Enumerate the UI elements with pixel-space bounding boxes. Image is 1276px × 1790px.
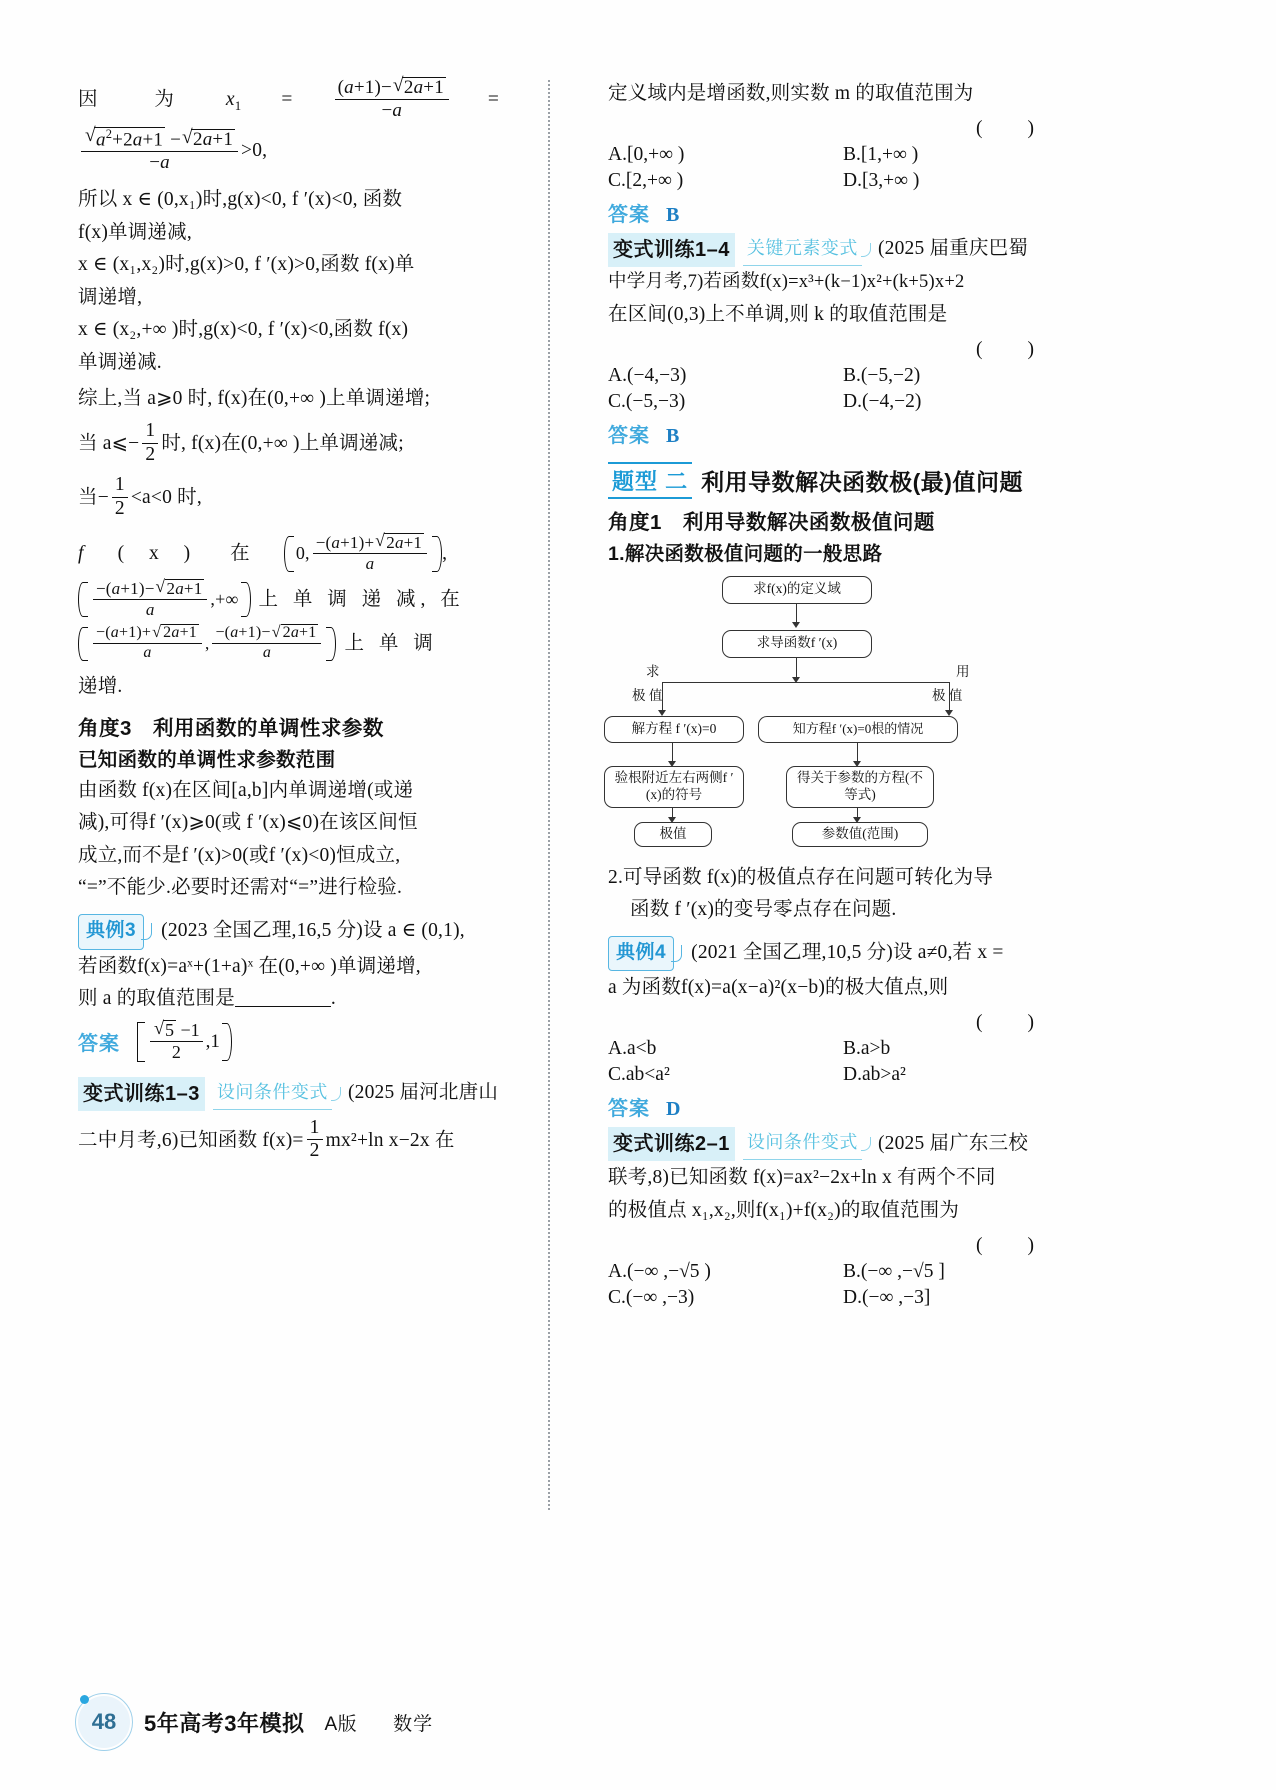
- variant-1-3-name: 变式训练1–3: [78, 1077, 205, 1111]
- answer-blank[interactable]: [235, 1006, 331, 1007]
- p7-zai: 在: [230, 543, 250, 565]
- fraction-2-tail: >0,: [241, 140, 268, 162]
- variant-1-3-badge[interactable]: [78, 1077, 341, 1111]
- example-4-header: [608, 936, 1078, 972]
- section-header-tixing-2: [608, 462, 1078, 499]
- p6-frac-den: 2: [114, 497, 125, 519]
- answer-3-interval: [136, 1021, 232, 1063]
- options-row-1: [608, 144, 1078, 166]
- example-4-badge[interactable]: [608, 936, 682, 972]
- flow-arrow-1-line: [796, 604, 797, 624]
- equals-sign: =: [281, 89, 293, 111]
- x1-var: x: [225, 88, 235, 110]
- choice-paren-1: ( ): [976, 117, 1036, 139]
- variant-1-4-hook-icon: [861, 243, 871, 257]
- option-d-4[interactable]: D.(−∞ ,−3]: [843, 1286, 931, 1308]
- options-row-4: [608, 391, 1078, 413]
- interval-2-after: 上 单 调 递 减, 在: [258, 588, 465, 610]
- variant-1-3-suffix: mx²+ln x−2x 在: [325, 1130, 455, 1152]
- derivation-p3: x ∈ (x₂,+∞ )时,g(x)<0, f ′(x)<0,函数 f(x): [78, 319, 409, 341]
- derivation-p2b: 调递增,: [78, 286, 143, 308]
- derivation-interval-2: [78, 580, 548, 620]
- derivation-p6: [78, 476, 548, 520]
- subheading-general-approach: 1.解决函数极值问题的一般思路: [608, 542, 883, 565]
- flow-branch-left-head: [658, 710, 666, 716]
- example-3-source: (2023 全国乙理,16,5 分)设 a ∈ (0,1),: [161, 920, 465, 942]
- page-number: 48: [91, 1709, 117, 1734]
- variant-2-1-header: [608, 1127, 1078, 1161]
- example-3-label: 典例3: [78, 914, 144, 950]
- variant-1-4-badge[interactable]: [608, 233, 871, 267]
- note-q1: 由函数 f(x)在区间[a,b]内单调递增(或递: [78, 779, 414, 801]
- derivation-line-2: [78, 128, 548, 174]
- interval-1-body: 0, $\frac{-(a+1)+ √ 2a+1}{a}$: [293, 534, 433, 574]
- flow-node-known-roots: 知方程f ′(x)=0根的情况: [758, 716, 958, 743]
- interval-2: [78, 580, 251, 620]
- answer-block-2: [608, 419, 1078, 448]
- p6-suffix: <a<0 时,: [130, 487, 202, 509]
- flow-node-domain: 求f(x)的定义域: [722, 576, 872, 604]
- option-c-3[interactable]: C.ab<a²: [608, 1064, 670, 1086]
- derivation-p8: 递增.: [78, 675, 123, 697]
- fraction-2: [81, 127, 238, 173]
- option-c-2[interactable]: C.(−5,−3): [608, 390, 686, 412]
- example-3-header: [78, 914, 548, 950]
- interval-1: [284, 534, 442, 574]
- fraction-1-denominator: −a: [381, 99, 403, 121]
- derivation-p7: [78, 534, 548, 574]
- option-b-4[interactable]: B.(−∞ ,−√5 ]: [843, 1260, 945, 1282]
- interval-1-paren-right: [433, 534, 442, 574]
- answer-3-body: √ $\frac{5 -1}{2}$ ,1: [144, 1021, 223, 1063]
- option-a-1[interactable]: A.[0,+∞ ): [608, 143, 685, 165]
- p5-fraction: [142, 421, 158, 465]
- flow-label-left-top: 求: [646, 663, 660, 679]
- tixing-title: 利用导数解决函数极(最)值问题: [701, 468, 1023, 495]
- fraction-1: [335, 77, 449, 121]
- flow-node-derivative: 求导函数f ′(x): [722, 630, 872, 658]
- choice-paren-3: ( ): [976, 1012, 1036, 1034]
- variant-2-1-badge[interactable]: [608, 1127, 871, 1161]
- option-b-2[interactable]: B.(−5,−2): [843, 364, 921, 386]
- flow-arrow-1-head: [792, 622, 800, 628]
- choice-paren-2: ( ): [976, 338, 1036, 360]
- variant-1-4-type: 关键元素变式: [743, 234, 862, 266]
- option-a-2[interactable]: A.(−4,−3): [608, 364, 687, 386]
- flow-arrow-4-line: [857, 743, 858, 763]
- variant-1-3-frac-den: 2: [309, 1140, 320, 1162]
- derivation-line-1: [78, 78, 548, 122]
- interval-2-body: $\frac{-(a+1)- √ 2a+1}{a}$ ,+∞: [87, 580, 242, 620]
- equals-sign-2: =: [487, 89, 500, 111]
- subheading-param-range: 已知函数的单调性求参数范围: [78, 748, 336, 771]
- derivation-p3b: 单调递减.: [78, 351, 162, 373]
- p7-x: ( x ): [117, 543, 201, 565]
- page-footer: [78, 1696, 433, 1748]
- options-row-6: [608, 1064, 1078, 1086]
- option-c-4[interactable]: C.(−∞ ,−3): [608, 1286, 695, 1308]
- derivation-p4: 综上,当 a⩾0 时, f(x)在(0,+∞ )上单调递增;: [78, 387, 431, 409]
- flow-branch-right-head: [945, 710, 953, 716]
- note-2b: 函数 f ′(x)的变号零点存在问题.: [630, 899, 897, 921]
- option-d-3[interactable]: D.ab>a²: [843, 1064, 906, 1086]
- derivation-p2: x ∈ (x₁,x₂)时,g(x)>0, f ′(x)>0,函数 f(x)单: [78, 254, 415, 276]
- variant-1-3-hook-icon: [331, 1087, 341, 1101]
- answer-block-1: [608, 198, 1078, 227]
- options-row-2: [608, 170, 1078, 192]
- answer-label-3: 答案: [78, 1033, 120, 1056]
- options-row-5: [608, 1038, 1078, 1060]
- extremum-flowchart: [614, 576, 1014, 841]
- example-4-hook-icon: [671, 945, 682, 962]
- variant-2-1-hook-icon: [861, 1137, 871, 1151]
- variant-1-4-line-2: 中学月考,7)若函数f(x)=x³+(k−1)x²+(k+5)x+2: [608, 271, 965, 292]
- example-3-line-3-text: 则 a 的取值范围是: [78, 988, 235, 1010]
- option-a-4[interactable]: A.(−∞ ,−√5 ): [608, 1260, 711, 1282]
- answer-label-4: 答案: [608, 1098, 650, 1121]
- flow-label-right-bottom: 极 值: [932, 687, 963, 703]
- options-row-7: [608, 1261, 1078, 1283]
- variant-1-4-header: [608, 233, 1078, 267]
- interval-3-paren-right: [327, 625, 336, 663]
- derivation-p1b: f(x)单调递减,: [78, 221, 192, 243]
- flow-branch-bar: [662, 682, 950, 683]
- variant-1-4-line-3: 在区间(0,3)上不单调,则 k 的取值范围是: [608, 303, 948, 325]
- variant-2-1-line-2: 联考,8)已知函数 f(x)=ax²−2x+ln x 有两个不同: [608, 1167, 996, 1189]
- answer-value-1: B: [666, 203, 680, 226]
- variant-1-4-name: 变式训练1–4: [608, 233, 735, 267]
- interval-3-paren-left: [78, 625, 87, 663]
- example-4-label: 典例4: [608, 936, 674, 972]
- example-4-line-2: a 为函数f(x)=a(x−a)²(x−b)的极大值点,则: [608, 977, 949, 999]
- p5-frac-den: 2: [145, 443, 156, 465]
- flow-node-extremum: 极值: [634, 822, 712, 847]
- continued-question-line: 定义域内是增函数,则实数 m 的取值范围为: [608, 83, 974, 104]
- derivation-interval-3: [78, 625, 548, 663]
- answer-label-2: 答案: [608, 424, 650, 447]
- variant-1-4-source: (2025 届重庆巴蜀: [877, 238, 1029, 260]
- flow-node-solve-eq: 解方程 f ′(x)=0: [604, 716, 744, 743]
- answer-block-3: [608, 1092, 1078, 1121]
- heading-jiaodu-1: 角度1 利用导数解决函数极值问题: [608, 510, 935, 534]
- p6-frac-num: 1: [112, 475, 128, 497]
- variant-2-1-line-3: 的极值点 x₁,x₂,则f(x₁)+f(x₂)的取值范围为: [608, 1199, 960, 1221]
- p7-f: f: [78, 543, 84, 565]
- page-badge-dot-icon: [80, 1695, 89, 1704]
- because-label: 因 为: [78, 89, 200, 111]
- example-3-period: .: [330, 988, 336, 1010]
- variant-1-3-frac-num: 1: [307, 1118, 323, 1140]
- fraction-2-numerator: √ $a^2+2a+1$ − √ 2a+1: [81, 127, 238, 152]
- interval-3-body: $\frac{-(a+1)+ √ 2a+1}{a}$ , $\frac{-(a+1)- √ 2a+1}{a}$: [87, 625, 327, 663]
- answer-value-4: D: [666, 1098, 681, 1121]
- footer-edition: A版: [324, 1713, 358, 1735]
- answer-label-1: 答案: [608, 203, 650, 226]
- left-column: [78, 78, 568, 1598]
- variant-1-3-source: (2025 届河北唐山: [347, 1082, 499, 1104]
- answer-value-2: B: [666, 424, 680, 447]
- note-2a: 2.可导函数 f(x)的极值点存在问题可转化为导: [608, 866, 994, 888]
- x1-subscript: 1: [234, 98, 242, 113]
- option-b-1[interactable]: B.[1,+∞ ): [843, 143, 919, 165]
- p6-fraction: [112, 475, 128, 519]
- option-a-3[interactable]: A.a<b: [608, 1038, 657, 1060]
- variant-1-3-header: [78, 1077, 548, 1111]
- flow-node-param-value: 参数值(范围): [792, 822, 928, 847]
- interval-1-paren-left: [284, 534, 293, 574]
- interval-2-paren-left: [78, 580, 87, 620]
- variant-2-1-name: 变式训练2–1: [608, 1127, 735, 1161]
- answer-3-bracket-left: [136, 1021, 144, 1063]
- variant-1-3-fraction: [307, 1118, 323, 1162]
- example-3-answer: [78, 1021, 548, 1063]
- variant-2-1-type: 设问条件变式: [743, 1128, 862, 1160]
- variant-1-3-line-2: [78, 1116, 548, 1163]
- fraction-1-numerator: (a+1)− √ 2a+1: [335, 77, 449, 100]
- answer-3-paren-right: [223, 1021, 232, 1063]
- right-column: [568, 78, 1078, 1598]
- variant-1-3-prefix: 二中月考,6)已知函数 f(x)=: [78, 1130, 304, 1152]
- options-row-3: [608, 365, 1078, 387]
- variant-1-3-type: 设问条件变式: [213, 1078, 332, 1110]
- answer-3-den: 2: [171, 1041, 181, 1062]
- tixing-tag: 题型 二: [608, 462, 692, 499]
- flow-node-check-sign: 验根附近左右两侧f ′(x)的符号: [604, 766, 744, 808]
- options-row-8: [608, 1287, 1078, 1309]
- example-3-hook-icon: [141, 923, 152, 940]
- option-d-1[interactable]: D.[3,+∞ ): [843, 169, 920, 191]
- option-b-3[interactable]: B.a>b: [843, 1038, 891, 1060]
- example-3-line-2: 若函数f(x)=aˣ+(1+a)ˣ 在(0,+∞ )单调递增,: [78, 955, 421, 977]
- derivation-p1: 所以 x ∈ (0,x₁)时,g(x)<0, f ′(x)<0, 函数: [78, 189, 403, 211]
- interval-2-paren-right: [242, 580, 251, 620]
- p5-suffix: 时, f(x)在(0,+∞ )上单调递减;: [161, 433, 404, 455]
- example-3-line-3: [78, 983, 548, 1015]
- note-q2: 减),可得f ′(x)⩾0(或 f ′(x)⩽0)在该区间恒: [78, 812, 418, 834]
- option-d-2[interactable]: D.(−4,−2): [843, 390, 922, 412]
- flow-arrow-3-line: [672, 743, 673, 763]
- flow-node-param-eq: 得关于参数的方程(不等式): [786, 766, 934, 808]
- interval-1-comma: ,: [442, 543, 448, 565]
- p5-frac-num: 1: [142, 421, 158, 443]
- interval-3-after: 上 单 调: [344, 633, 438, 655]
- two-column-body: [78, 78, 1198, 1598]
- fraction-2-denominator: −a: [149, 152, 170, 174]
- example-4-source: (2021 全国乙理,10,5 分)设 a≠0,若 x =: [691, 942, 1004, 964]
- derivation-p5: [78, 422, 548, 466]
- option-c-1[interactable]: C.[2,+∞ ): [608, 169, 684, 191]
- example-3-badge[interactable]: [78, 914, 152, 950]
- p5-prefix: 当 a⩽−: [78, 433, 140, 455]
- note-q4: “=”不能少.必要时还需对“=”进行检验.: [78, 877, 403, 899]
- note-q3: 成立,而不是f ′(x)>0(或f ′(x)<0)恒成立,: [78, 844, 401, 866]
- footer-title: 5年高考3年模拟: [144, 1710, 305, 1736]
- footer-subject: 数学: [393, 1713, 434, 1735]
- flow-label-left-bottom: 极 值: [632, 687, 663, 703]
- flow-label-right-top: 用: [956, 663, 970, 679]
- variant-2-1-source: (2025 届广东三校: [877, 1132, 1029, 1154]
- page-number-badge: [78, 1696, 130, 1748]
- interval-3: [78, 625, 336, 663]
- p6-prefix: 当−: [78, 487, 109, 509]
- choice-paren-4: ( ): [976, 1234, 1036, 1256]
- heading-jiaodu-3: 角度3 利用函数的单调性求参数: [78, 716, 384, 740]
